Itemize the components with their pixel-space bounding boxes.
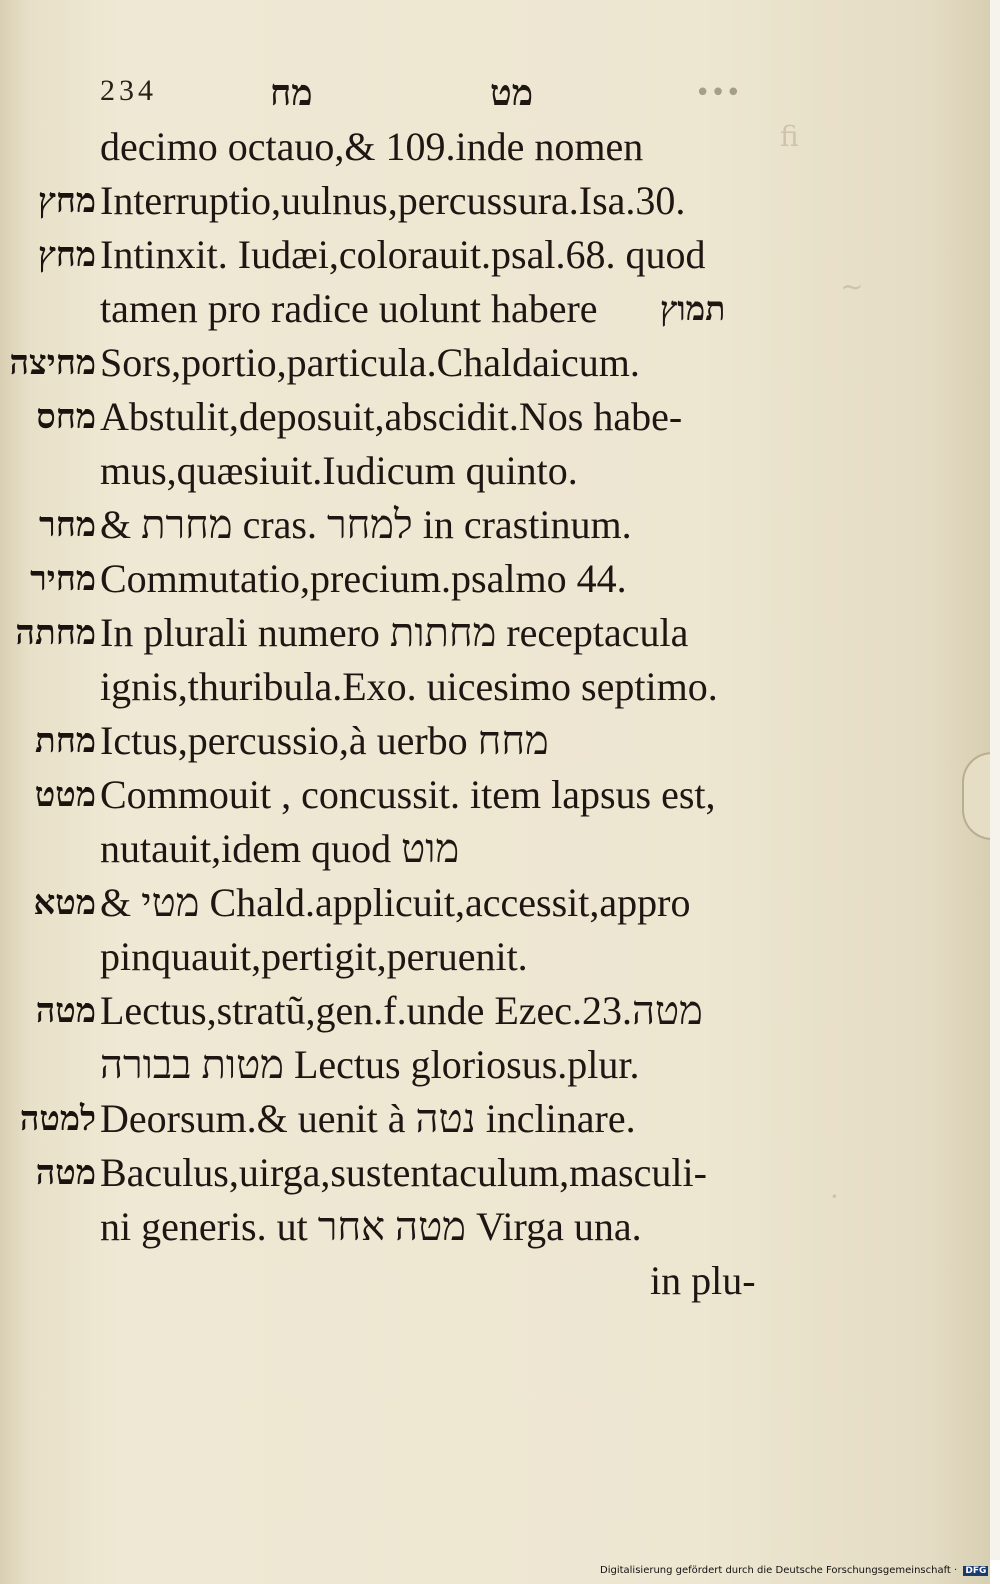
text-line (0, 712, 820, 770)
text-line (0, 334, 820, 392)
line-text: Commutatio,precium.psalmo 44. (100, 556, 627, 601)
catchword-line (0, 1252, 820, 1310)
line-text: Intinxit. Iudæi,colorauit.psal.68. quod (100, 232, 706, 277)
text-line (0, 226, 820, 284)
text-line (0, 604, 820, 662)
hebrew-headword: מחר (39, 505, 96, 545)
line-text: Lectus,stratũ,gen.f.unde Ezec.23.מטה (100, 988, 703, 1033)
text-line (0, 1090, 820, 1148)
line-text: Ictus,percussio,à uerbo מחח (100, 718, 549, 763)
page-edge (990, 0, 1000, 1560)
line-text: Sors,portio,particula.Chaldaicum. (100, 340, 640, 385)
line-text: מטות בבורה Lectus gloriosus.plur. (100, 1042, 640, 1087)
hebrew-headword: מחיר (30, 559, 96, 599)
text-line (0, 550, 820, 608)
text-line (0, 118, 820, 176)
hebrew-headword: מטא (33, 883, 96, 923)
running-header (100, 72, 780, 118)
hebrew-headword: מחיצה (9, 343, 96, 383)
line-text: ignis,thuribula.Exo. uicesimo septimo. (100, 664, 718, 709)
text-line (0, 658, 820, 716)
line-text: Abstulit,deposuit,abscidit.Nos habe- (100, 394, 683, 439)
line-text: mus,quæsiuit.Iudicum quinto. (100, 448, 578, 493)
dfg-logo: DFG (965, 1566, 987, 1576)
hebrew-headword: למטה (19, 1099, 96, 1139)
text-line (0, 1036, 820, 1094)
running-head-right: מט (490, 72, 534, 114)
text-line (0, 442, 820, 500)
hebrew-headword: מחץ (38, 181, 96, 221)
hebrew-headword: מחת (34, 721, 96, 761)
hebrew-headword: מחתה (15, 613, 96, 653)
bleed-through-mark: ~ (840, 270, 864, 303)
running-head-left: מח (270, 72, 313, 114)
line-text: ni generis. ut מטה אחר Virga una. (100, 1204, 642, 1249)
page-tab (962, 752, 990, 840)
text-line (0, 982, 820, 1040)
line-text: pinquauit,pertigit,peruenit. (100, 934, 528, 979)
hebrew-word: תמוץ (660, 289, 726, 328)
line-text: Deorsum.& uenit à נטה inclinare. (100, 1096, 636, 1141)
smudge-mark: ••• (695, 78, 742, 108)
text-line (0, 496, 820, 554)
line-text: tamen pro radice uolunt habere (100, 286, 598, 331)
text-line (0, 766, 820, 824)
text-line (0, 820, 820, 878)
line-text: In plurali numero מחתות receptacula (100, 610, 689, 655)
line-text: Baculus,uirga,sustentaculum,masculi- (100, 1150, 707, 1195)
digitization-credit: Digitalisierung gefördert durch die Deutsche Forschungsgemeinschaft · DFG (600, 1565, 987, 1576)
bleed-through-mark: · (830, 1180, 839, 1213)
hebrew-headword: מטה (35, 1153, 96, 1193)
bleed-through-mark: ﬁ (780, 120, 799, 153)
text-line (0, 928, 820, 986)
text-line (0, 1198, 820, 1256)
line-text: & מחרת cras. למחר in crastinum. (100, 502, 632, 547)
hebrew-headword: מחס (36, 397, 96, 437)
line-text: Interruptio,uulnus,percussura.Isa.30. (100, 178, 686, 223)
credit-text: Digitalisierung gefördert durch die Deutsche Forschungsgemeinschaft (600, 1565, 951, 1576)
line-text: & מטי Chald.applicuit,accessit,appro (100, 880, 691, 925)
page-number: 234 (100, 74, 157, 107)
text-line (0, 280, 820, 338)
text-line (0, 874, 820, 932)
hebrew-headword: מטה (35, 991, 96, 1031)
hebrew-headword: מחץ (38, 235, 96, 275)
line-text: decimo octauo,& 109.inde nomen (100, 124, 644, 169)
text-line (0, 172, 820, 230)
text-line (0, 1144, 820, 1202)
line-text: Commouit , concussit. item lapsus est, (100, 772, 716, 817)
catchword: in plu- (650, 1258, 756, 1303)
line-text: nutauit,idem quod מוט (100, 826, 460, 871)
text-line (0, 388, 820, 446)
hebrew-headword: מטט (34, 775, 96, 815)
